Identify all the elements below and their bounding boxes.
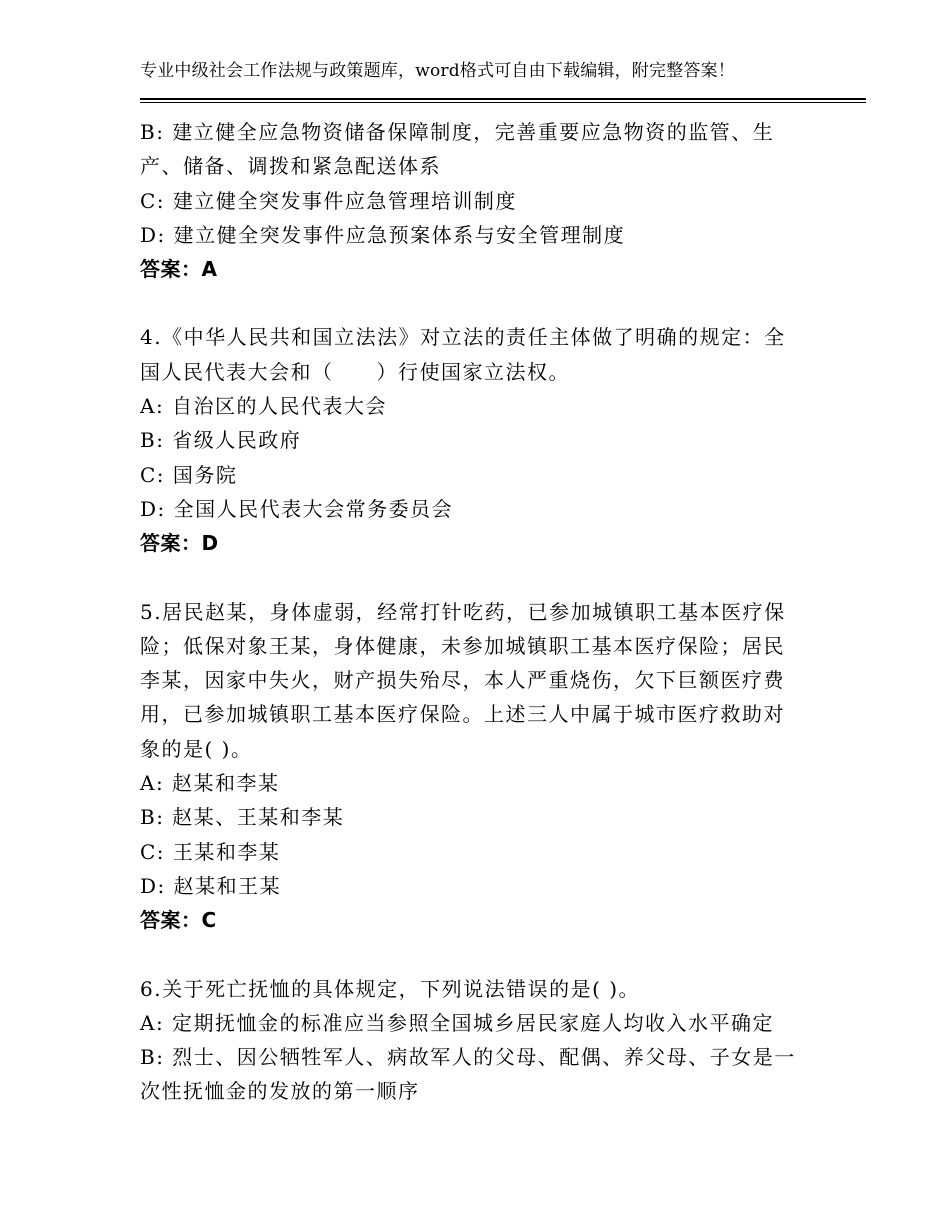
option-a: A: 定期抚恤金的标准应当参照全国城乡居民家庭人均收入水平确定	[140, 1010, 775, 1035]
option-b-line-1: B: 建立健全应急物资储备保障制度，完善重要应急物资的监管、生	[140, 120, 775, 144]
question-stem-line-5: 象的是( )。	[140, 736, 253, 761]
question-block-4	[140, 320, 820, 560]
answer: 答案：A	[140, 257, 218, 282]
option-d: D: 全国人民代表大会常务委员会	[140, 496, 454, 521]
question-stem-line-2: 国人民代表大会和（ ）行使国家立法权。	[140, 359, 570, 384]
question-block-6	[140, 972, 820, 1109]
answer: 答案：D	[140, 531, 219, 556]
option-a: A: 自治区的人民代表大会	[140, 394, 388, 419]
question-stem-line-4: 用，已参加城镇职工基本医疗保险。上述三人中属于城市医疗救助对	[140, 702, 785, 727]
question-block-3	[140, 115, 820, 286]
option-b: B: 赵某、王某和李某	[140, 805, 345, 830]
page-header: 专业中级社会工作法规与政策题库，word格式可自由下载编辑，附完整答案！	[140, 61, 735, 81]
option-b-line-2: 产、储备、调拨和紧急配送体系	[140, 154, 441, 179]
question-stem-line-1: 6.关于死亡抚恤的具体规定，下列说法错误的是( )。	[140, 976, 641, 1001]
option-c: C: 王某和李某	[140, 839, 281, 864]
question-stem-line-1: 4.《中华人民共和国立法法》对立法的责任主体做了明确的规定：全	[140, 325, 786, 350]
option-c: C: 建立健全突发事件应急管理培训制度	[140, 188, 517, 213]
option-d: D: 赵某和王某	[140, 873, 282, 898]
option-b-line-1: B: 烈士、因公牺牲军人、病故军人的父母、配偶、养父母、子女是一	[140, 1045, 796, 1070]
question-stem-line-2: 险；低保对象王某，身体健康，未参加城镇职工基本医疗保险；居民	[140, 633, 785, 658]
header-rule-thick	[140, 98, 866, 100]
option-b: B: 省级人民政府	[140, 428, 302, 453]
option-c: C: 国务院	[140, 462, 238, 487]
spacer	[140, 938, 820, 972]
option-b-line-2: 次性抚恤金的发放的第一顺序	[140, 1079, 420, 1104]
spacer	[140, 286, 820, 320]
header-rule-thin	[140, 102, 866, 103]
option-a: A: 赵某和李某	[140, 771, 280, 796]
spacer	[140, 561, 820, 595]
question-content	[140, 115, 820, 1109]
option-d: D: 建立健全突发事件应急预案体系与安全管理制度	[140, 222, 626, 247]
question-block-5	[140, 595, 820, 938]
answer: 答案：C	[140, 908, 217, 933]
question-stem-line-3: 李某，因家中失火，财产损失殆尽，本人严重烧伤，欠下巨额医疗费	[140, 668, 785, 693]
question-stem-line-1: 5.居民赵某，身体虚弱，经常打针吃药，已参加城镇职工基本医疗保	[140, 599, 786, 624]
